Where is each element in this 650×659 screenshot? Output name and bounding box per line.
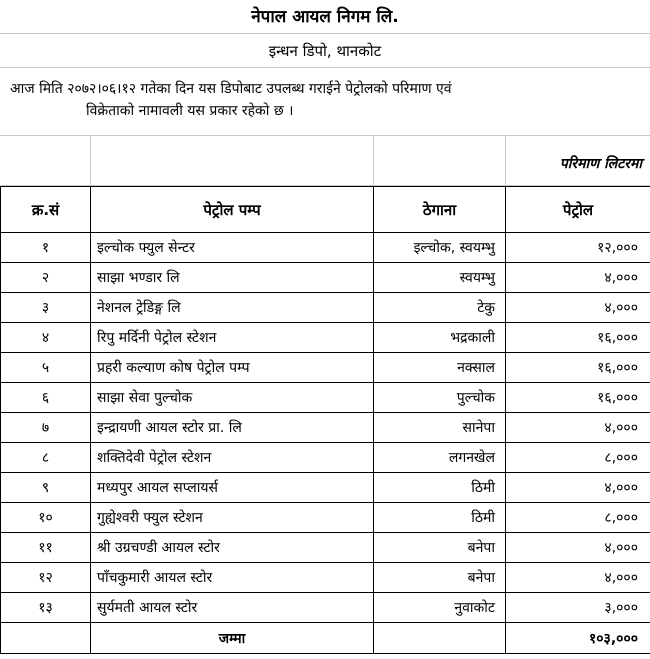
row-pump-name: साझा भण्डार लि: [91, 263, 374, 293]
row-serial-number: १०: [1, 503, 91, 533]
row-pump-name: इल्चोक फ्युल सेन्टर: [91, 233, 374, 263]
grid-divider: [373, 136, 374, 186]
intro-line-2: विक्रेताको नामावली यस प्रकार रहेको छ ।: [86, 103, 294, 119]
document-subtitle: इन्धन डिपो, थानकोट: [0, 34, 650, 68]
grid-divider: [505, 136, 506, 186]
row-serial-number: २: [1, 263, 91, 293]
row-address: बनेपा: [374, 533, 506, 563]
row-serial-number: ६: [1, 383, 91, 413]
row-serial-number: १: [1, 233, 91, 263]
table-row: [1, 563, 650, 593]
row-petrol-quantity: ४,०००: [506, 293, 650, 323]
row-petrol-quantity: १६,०००: [506, 383, 650, 413]
row-address: स्वयम्भु: [374, 263, 506, 293]
table-row: [1, 383, 650, 413]
row-pump-name: श्री उग्रचण्डी आयल स्टोर: [91, 533, 374, 563]
total-value: १०३,०००: [506, 623, 650, 654]
row-serial-number: १३: [1, 593, 91, 623]
row-pump-name: पाँचकुमारी आयल स्टोर: [91, 563, 374, 593]
row-petrol-quantity: ४,०००: [506, 533, 650, 563]
intro-line-1: आज मिति २०७२।०६।१२ गतेका दिन यस डिपोबाट उपलब्ध गराईने पेट्रोलको परिमाण एवं: [10, 81, 452, 97]
column-header-pump: पेट्रोल पम्प: [91, 187, 374, 233]
unit-row: [0, 136, 650, 186]
row-pump-name: इन्द्रायणी आयल स्टोर प्रा. लि: [91, 413, 374, 443]
row-pump-name: शक्तिदेवी पेट्रोल स्टेशन: [91, 443, 374, 473]
row-serial-number: १२: [1, 563, 91, 593]
row-petrol-quantity: ८,०००: [506, 503, 650, 533]
intro-text: [0, 68, 650, 136]
table-row: [1, 593, 650, 623]
row-address: इल्चोक, स्वयम्भु: [374, 233, 506, 263]
row-address: सानेपा: [374, 413, 506, 443]
table-row: [1, 503, 650, 533]
row-address: लगनखेल: [374, 443, 506, 473]
grid-divider: [90, 136, 91, 186]
column-header-sn: क्र.सं: [1, 187, 91, 233]
table-row: [1, 413, 650, 443]
row-serial-number: ८: [1, 443, 91, 473]
table-row: [1, 353, 650, 383]
row-pump-name: प्रहरी कल्याण कोष पेट्रोल पम्प: [91, 353, 374, 383]
row-serial-number: ९: [1, 473, 91, 503]
total-label: जम्मा: [91, 623, 374, 654]
row-address: नक्साल: [374, 353, 506, 383]
row-petrol-quantity: १६,०००: [506, 323, 650, 353]
column-header-petrol: पेट्रोल: [506, 187, 650, 233]
table-row: [1, 443, 650, 473]
table-row: [1, 263, 650, 293]
total-empty-cell: [1, 623, 91, 654]
table-row: [1, 323, 650, 353]
row-pump-name: सुर्यमती आयल स्टोर: [91, 593, 374, 623]
row-pump-name: रिपु मर्दिनी पेट्रोल स्टेशन: [91, 323, 374, 353]
row-address: ठिमी: [374, 503, 506, 533]
row-address: भद्रकाली: [374, 323, 506, 353]
row-address: ठिमी: [374, 473, 506, 503]
row-serial-number: ३: [1, 293, 91, 323]
row-address: नुवाकोट: [374, 593, 506, 623]
table-row: [1, 293, 650, 323]
row-petrol-quantity: ३,०००: [506, 593, 650, 623]
table-row: [1, 233, 650, 263]
row-petrol-quantity: ४,०००: [506, 563, 650, 593]
row-serial-number: ७: [1, 413, 91, 443]
total-empty-cell: [374, 623, 506, 654]
row-pump-name: नेशनल ट्रेडिङ्ग लि: [91, 293, 374, 323]
row-address: टेकु: [374, 293, 506, 323]
row-serial-number: ५: [1, 353, 91, 383]
row-petrol-quantity: ४,०००: [506, 413, 650, 443]
petrol-distribution-table: [0, 186, 650, 654]
table-row: [1, 533, 650, 563]
row-serial-number: ४: [1, 323, 91, 353]
row-petrol-quantity: १२,०००: [506, 233, 650, 263]
total-row: [1, 623, 650, 654]
row-pump-name: साझा सेवा पुल्चोक: [91, 383, 374, 413]
table-row: [1, 473, 650, 503]
row-address: पुल्चोक: [374, 383, 506, 413]
row-petrol-quantity: १६,०००: [506, 353, 650, 383]
row-address: बनेपा: [374, 563, 506, 593]
row-serial-number: ११: [1, 533, 91, 563]
row-pump-name: मध्यपुर आयल सप्लायर्स: [91, 473, 374, 503]
row-petrol-quantity: ८,०००: [506, 443, 650, 473]
row-petrol-quantity: ४,०००: [506, 473, 650, 503]
row-petrol-quantity: ४,०००: [506, 263, 650, 293]
table-header-row: [1, 187, 650, 233]
document-title: नेपाल आयल निगम लि.: [0, 0, 650, 34]
column-header-address: ठेगाना: [374, 187, 506, 233]
row-pump-name: गुह्येश्वरी फ्युल स्टेशन: [91, 503, 374, 533]
unit-label: परिमाण लिटरमा: [559, 156, 642, 172]
